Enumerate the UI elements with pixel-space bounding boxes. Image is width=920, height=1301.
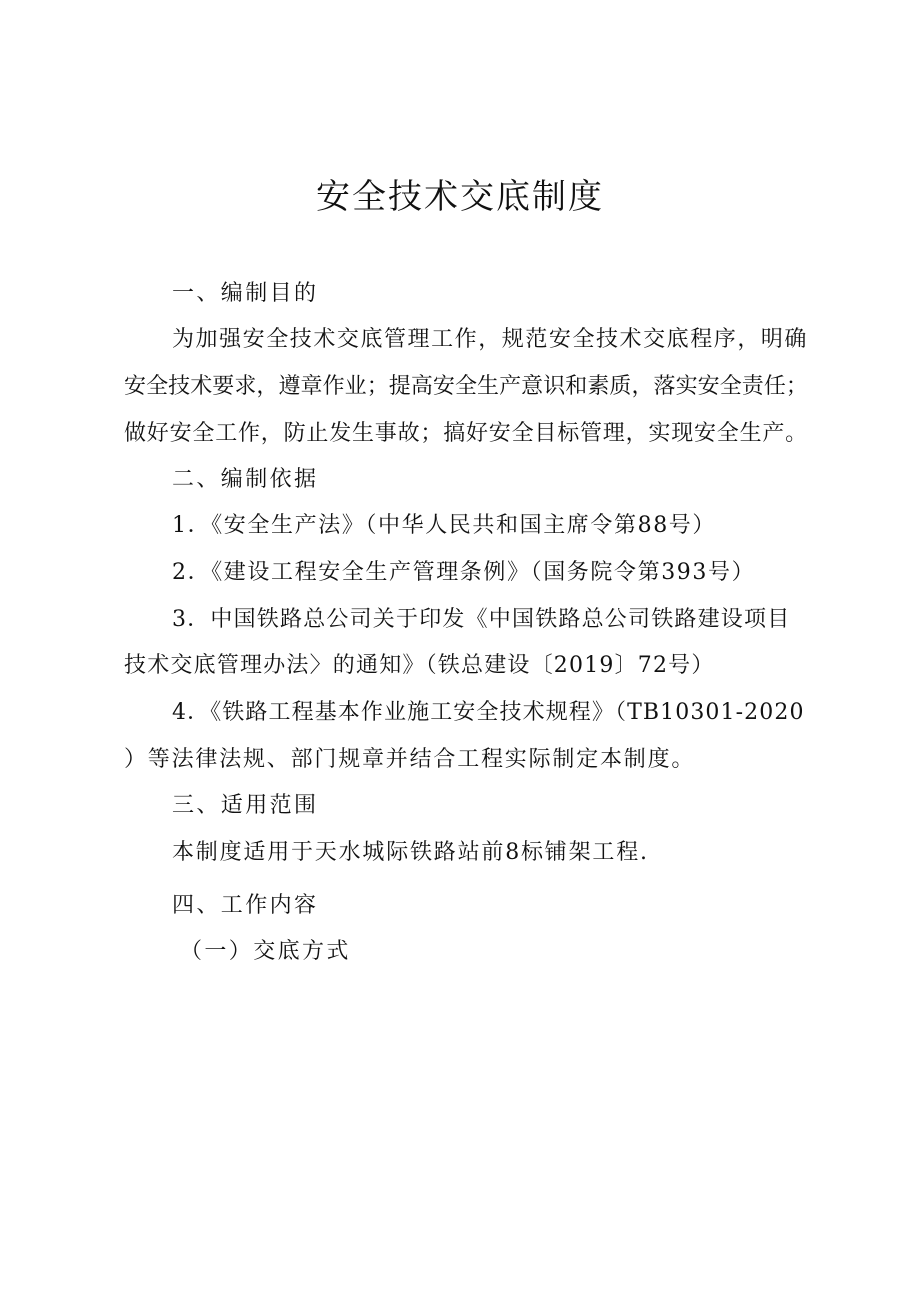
document-title: 安全技术交底制度	[316, 177, 604, 217]
list-item: 3．中国铁路总公司关于印发《中国铁路总公司铁路建设项目	[172, 607, 791, 632]
list-item: 2．《建设工程安全生产管理条例》（国务院令第393号）	[172, 560, 756, 585]
paragraph-line: 本制度适用于天水城际铁路站前8标铺架工程.	[172, 840, 649, 865]
section-heading-purpose: 一、编制目的	[172, 281, 319, 306]
paragraph-line: 安全技术要求，遵章作业；提高安全生产意识和素质，落实安全责任；	[124, 374, 808, 399]
list-item: 4．《铁路工程基本作业施工安全技术规程》（TB10301-2020	[172, 700, 805, 725]
list-item-continued: 技术交底管理办法〉的通知》（铁总建设〔2019〕72号）	[124, 653, 715, 678]
subsection-heading: （一）交底方式	[180, 939, 351, 964]
section-heading-basis: 二、编制依据	[172, 467, 319, 492]
list-item: 1．《安全生产法》（中华人民共和国主席令第88号）	[172, 513, 716, 538]
section-heading-content: 四、工作内容	[172, 893, 319, 918]
section-heading-scope: 三、适用范围	[172, 793, 319, 818]
paragraph-line: 为加强安全技术交底管理工作，规范安全技术交底程序，明确	[172, 327, 808, 352]
list-item-continued: ）等法律法规、部门规章并结合工程实际制定本制度。	[124, 747, 696, 772]
paragraph-line: 做好安全工作，防止发生事故；搞好安全目标管理，实现安全生产。	[124, 421, 808, 446]
